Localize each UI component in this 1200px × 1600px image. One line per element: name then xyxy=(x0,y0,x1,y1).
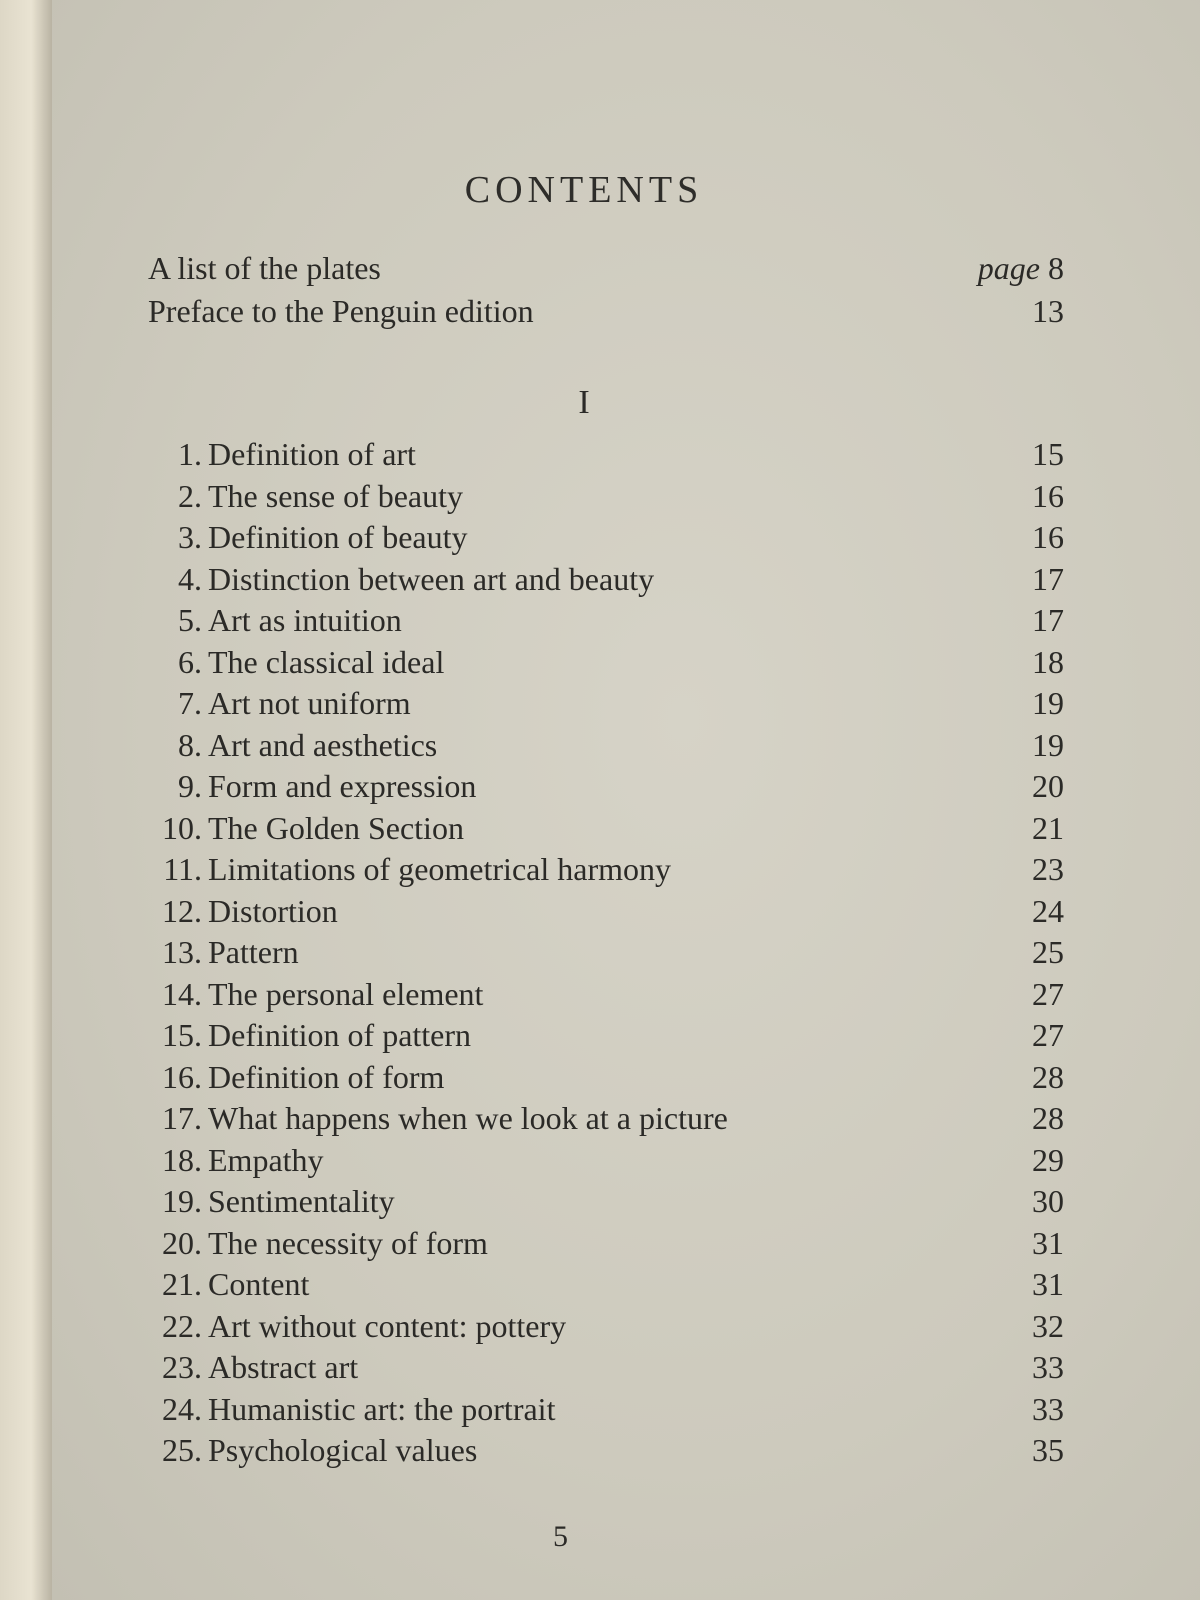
contents-entry xyxy=(134,478,1064,520)
entry-page-number: 28 xyxy=(1032,1058,1064,1095)
entry-title: Form and expression xyxy=(208,768,477,804)
entry-number: 6. xyxy=(178,643,202,680)
entry-title: Definition of art xyxy=(208,436,416,472)
entry-page-number: 16 xyxy=(1032,477,1064,514)
contents-entry xyxy=(134,1432,1064,1474)
entry-page-number: 21 xyxy=(1032,809,1064,846)
contents-entry xyxy=(134,602,1064,644)
entry-number: 24. xyxy=(162,1390,202,1427)
entry-number: 18. xyxy=(162,1141,202,1178)
entry-number: 10. xyxy=(162,809,202,846)
contents-entry xyxy=(134,1225,1064,1267)
entry-page-number: 31 xyxy=(1032,1224,1064,1261)
contents-entry xyxy=(134,519,1064,561)
contents-entry xyxy=(134,1308,1064,1350)
entry-page-number: 18 xyxy=(1032,643,1064,680)
contents-entry xyxy=(134,934,1064,976)
contents-entry xyxy=(134,1391,1064,1433)
entry-page-number: 20 xyxy=(1032,768,1064,804)
page-number: 13 xyxy=(1032,293,1064,329)
entry-page-number: 17 xyxy=(1032,602,1064,638)
entry-title: Art without content: pottery xyxy=(208,1307,567,1344)
entry-page-number: 25 xyxy=(1032,934,1064,970)
entry-page-number: 16 xyxy=(1032,519,1064,555)
entry-title: The Golden Section xyxy=(208,809,464,846)
entry-title: Distortion xyxy=(208,892,338,929)
contents-entry xyxy=(134,561,1064,603)
entry-title: Abstract art xyxy=(208,1349,359,1385)
entry-number: 13. xyxy=(162,934,202,970)
contents-entry xyxy=(134,1349,1064,1391)
entry-title: Psychological values xyxy=(208,1432,478,1468)
facing-page-edge xyxy=(0,0,52,1600)
entry-page-number: 32 xyxy=(1032,1307,1064,1344)
entry-number: 22. xyxy=(162,1307,202,1344)
entry-number: 17. xyxy=(162,1100,202,1136)
contents-entry xyxy=(134,685,1064,727)
entry-title: Pattern xyxy=(208,934,299,970)
entry-title: Art not uniform xyxy=(208,685,411,721)
entry-number: 12. xyxy=(162,892,202,929)
entry-title: The sense of beauty xyxy=(208,477,464,514)
entry-page-number: 35 xyxy=(1032,1432,1064,1468)
contents-entry xyxy=(134,768,1064,810)
entry-number: 14. xyxy=(162,975,202,1012)
contents-entry xyxy=(134,1266,1064,1308)
entry-title: The necessity of form xyxy=(208,1224,488,1261)
entry-number: 21. xyxy=(162,1266,202,1302)
entry-page-number: 24 xyxy=(1032,892,1064,929)
entry-title: Definition of form xyxy=(208,1058,445,1095)
entry-number: 9. xyxy=(178,768,202,804)
entry-page-number: 17 xyxy=(1032,560,1064,597)
entry-number: 8. xyxy=(178,726,202,763)
entry-title: Sentimentality xyxy=(208,1183,395,1219)
entry-title: Distinction between art and beauty xyxy=(208,560,655,597)
contents-entry xyxy=(134,1059,1064,1101)
entry-title: Content xyxy=(208,1266,310,1302)
front-matter-row xyxy=(148,250,1064,293)
entry-page-number: 23 xyxy=(1032,851,1064,887)
contents-entry xyxy=(134,976,1064,1018)
contents-heading: CONTENTS xyxy=(464,169,704,211)
entry-page-number: 33 xyxy=(1032,1349,1064,1385)
contents-entry xyxy=(134,1100,1064,1142)
entry-number: 7. xyxy=(178,685,202,721)
entry-number: 16. xyxy=(162,1058,202,1095)
entry-number: 3. xyxy=(178,519,202,555)
contents-entry xyxy=(134,644,1064,686)
contents-entry xyxy=(134,851,1064,893)
entry-title: Empathy xyxy=(208,1141,324,1178)
front-matter-title: Preface to the Penguin edition xyxy=(148,293,534,329)
entry-page-number: 29 xyxy=(1032,1141,1064,1178)
front-matter-page xyxy=(1032,293,1064,330)
contents-entry xyxy=(134,436,1064,478)
entry-title: Definition of pattern xyxy=(208,1017,472,1053)
entry-page-number: 31 xyxy=(1032,1266,1064,1302)
entry-title: Art and aesthetics xyxy=(208,726,438,763)
folio-page-number: 5 xyxy=(553,1520,568,1553)
entry-title: Definition of beauty xyxy=(208,519,468,555)
entry-page-number: 19 xyxy=(1032,685,1064,721)
contents-entry xyxy=(134,1142,1064,1184)
book-page xyxy=(52,0,1200,1600)
entry-title: Limitations of geometrical harmony xyxy=(208,851,671,887)
contents-entry xyxy=(134,810,1064,852)
entry-number: 20. xyxy=(162,1224,202,1261)
entry-number: 23. xyxy=(162,1349,202,1385)
front-matter-page xyxy=(978,250,1064,287)
entry-title: The classical ideal xyxy=(208,643,445,680)
entry-title: What happens when we look at a picture xyxy=(208,1100,728,1136)
part-numeral: I xyxy=(578,384,590,421)
entry-page-number: 27 xyxy=(1032,975,1064,1012)
page-number: 8 xyxy=(1048,250,1064,286)
entry-number: 4. xyxy=(178,560,202,597)
entry-page-number: 28 xyxy=(1032,1100,1064,1136)
front-matter-title: A list of the plates xyxy=(148,250,381,286)
entry-number: 11. xyxy=(163,851,202,887)
entry-title: Art as intuition xyxy=(208,602,402,638)
entry-page-number: 15 xyxy=(1032,436,1064,472)
entry-number: 19. xyxy=(162,1183,202,1219)
entry-page-number: 33 xyxy=(1032,1390,1064,1427)
entry-page-number: 19 xyxy=(1032,726,1064,763)
entry-title: The personal element xyxy=(208,975,484,1012)
entry-title: Humanistic art: the portrait xyxy=(208,1390,556,1427)
entry-number: 2. xyxy=(178,477,202,514)
entry-number: 25. xyxy=(162,1432,202,1468)
contents-entry xyxy=(134,1017,1064,1059)
entry-page-number: 30 xyxy=(1032,1183,1064,1219)
front-matter-list xyxy=(148,250,1064,336)
contents-entry xyxy=(134,727,1064,769)
front-matter-row xyxy=(148,293,1064,336)
entry-number: 5. xyxy=(178,602,202,638)
entry-number: 1. xyxy=(178,436,202,472)
contents-entries xyxy=(134,436,1064,1474)
contents-entry xyxy=(134,1183,1064,1225)
page-label: page xyxy=(977,250,1040,286)
entry-page-number: 27 xyxy=(1032,1017,1064,1053)
entry-number: 15. xyxy=(162,1017,202,1053)
contents-entry xyxy=(134,893,1064,935)
